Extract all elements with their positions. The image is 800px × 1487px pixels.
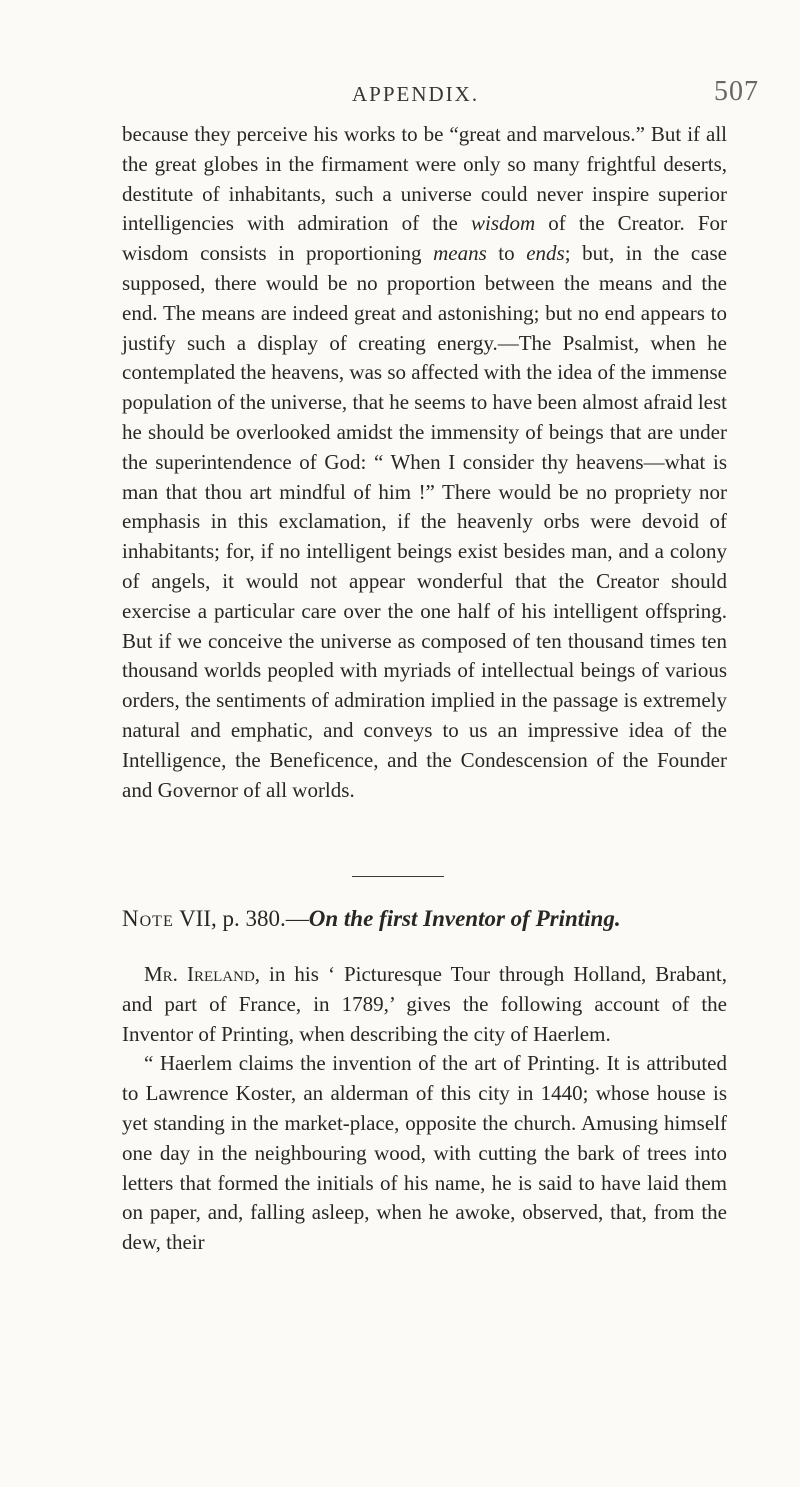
text-run: “ Haerlem claims the invention of the art of Printing. It is attributed to Lawrence Koster, an alderman of this city in 1440; whose house is yet standing in the market-place, opposite the church. Amusing himself one day in the neighbouring wood, with cutting the bark of trees into letters that formed the initials of his name, he is said to have laid them on paper, and, falling asleep, when he awoke, observed, that, from the dew, their	[122, 1051, 727, 1255]
author-name: Mr. Ireland,	[144, 962, 261, 986]
note-page-ref: p. 380.—	[222, 906, 309, 931]
text-run: of the Creator. For wisdom consists in proportioning	[122, 211, 727, 266]
body-paragraph-1	[122, 120, 727, 805]
italic-word: means	[433, 241, 487, 266]
running-head-title: APPENDIX.	[352, 82, 480, 106]
italic-word: wisdom	[470, 211, 536, 236]
running-head	[0, 76, 800, 112]
paragraph-text	[122, 1049, 727, 1258]
text-run: to	[486, 241, 527, 266]
italic-word: ends	[526, 241, 565, 266]
note-label: Note	[122, 906, 174, 931]
note-title: On the first Inventor of Printing.	[308, 906, 621, 931]
page-number: 507	[714, 76, 759, 107]
body-paragraph-2	[122, 960, 727, 1258]
paragraph-text	[122, 960, 727, 1049]
text-run: because they perceive his works to be “great and marvelous.” But if all the great globes in the firmament were only so many frightful deserts, destitute of inhabitants, such a universe could never inspire superior intelligencies with admiration of the	[122, 122, 727, 236]
section-divider	[352, 876, 444, 877]
paragraph-text	[122, 120, 727, 805]
note-number: VII,	[179, 906, 217, 931]
note-heading	[122, 904, 742, 934]
text-run: in his ‘ Picturesque Tour through Holland, Brabant, and part of France, in 1789,’ gives the following account of the Inventor of Printing, when describing the city of Haerlem.	[122, 962, 727, 1046]
text-run: ; but, in the case supposed, there would be no proportion between the means and the end. The means are indeed great and astonishing; but no end appears to justify such a display of creating energy.—The Psalmist, when he contemplated the heavens, was so affected with the idea of the immense population of the universe, that he seems to have been almost afraid lest he should be overlooked amidst the immensity of beings that are under the superintendence of God: “ When I consider thy heavens—what is man that thou art mindful of him !” There would be no propriety nor emphasis in this exclamation, if the heavenly orbs were devoid of inhabitants; for, if no intelligent beings exist besides man, and a colony of angels, it would not appear wonderful that the Creator should exercise a particular care over the one half of his intelligent offspring. But if we conceive the universe as composed of ten thousand times ten thousand worlds peopled with myriads of intellectual beings of various orders, the sentiments of admiration implied in the passage is extremely natural and emphatic, and conveys to us an impressive idea of the Intelligence, the Beneficence, and the Condescension of the Founder and Governor of all worlds.	[122, 241, 727, 802]
